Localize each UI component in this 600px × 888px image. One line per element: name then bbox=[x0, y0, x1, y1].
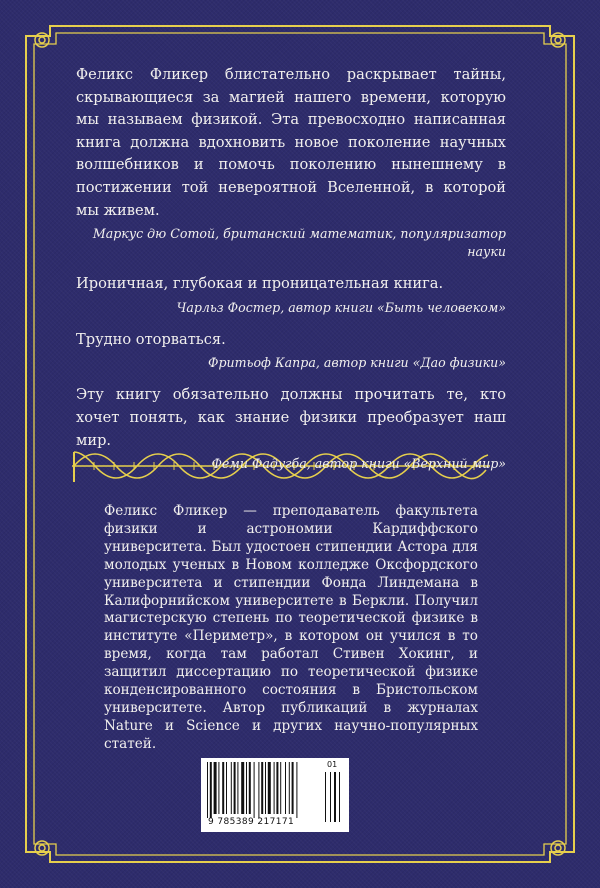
quote-text: Трудно оторваться. bbox=[76, 330, 226, 348]
barcode-addon-number: 01 bbox=[327, 760, 338, 769]
quote-text: Ироничная, глубокая и проницательная книга. bbox=[76, 275, 444, 293]
quote-text: Эту книгу обязательно должны прочитать те, кто хочет понять, как знание физики преобразует наш мир. bbox=[76, 386, 506, 449]
quote-author: Маркус дю Сотой, британский математик, популяризатор науки bbox=[92, 226, 506, 260]
quote-author: Феми Фадугба, автор книги «Верхний мир» bbox=[211, 456, 506, 472]
quote-author: Чарльз Фостер, автор книги «Быть человеком» bbox=[176, 299, 506, 315]
quote-text: Феликс Фликер блистательно раскрывает тайны, скрывающиеся за магией нашего времени, которую мы называем физикой. Эта превосходно написанная книга должна вдохновить новое поколение научных волшебников и помочь поколению нынешнему в постижении той невероятной Вселенной, в которой мы живем. bbox=[76, 66, 506, 219]
barcode-number: 9 785389 217171 bbox=[208, 817, 295, 827]
author-bio: Феликс Фликер — преподаватель факультета физики и астрономии Кардиффского университета. Был удостоен стипендии Астора для молодых ученых в Новом колледже Оксфордского университета и стипендии Фонда Линдемана в Калифорнийском университете в Беркли. Получил магистерскую степень по теоретической физике в институте «Периметр», в котором он учился в то время, когда там работал Стивен Хокинг, и защитил диссертацию по теоретической физике конденсированного состояния в Бристольском университете. Автор публикаций в журналах Nature и Science и других научно-популярных статей. bbox=[104, 503, 478, 752]
praise-quotes bbox=[76, 64, 506, 485]
quote-author: Фритьоф Капра, автор книги «Дао физики» bbox=[208, 355, 506, 371]
